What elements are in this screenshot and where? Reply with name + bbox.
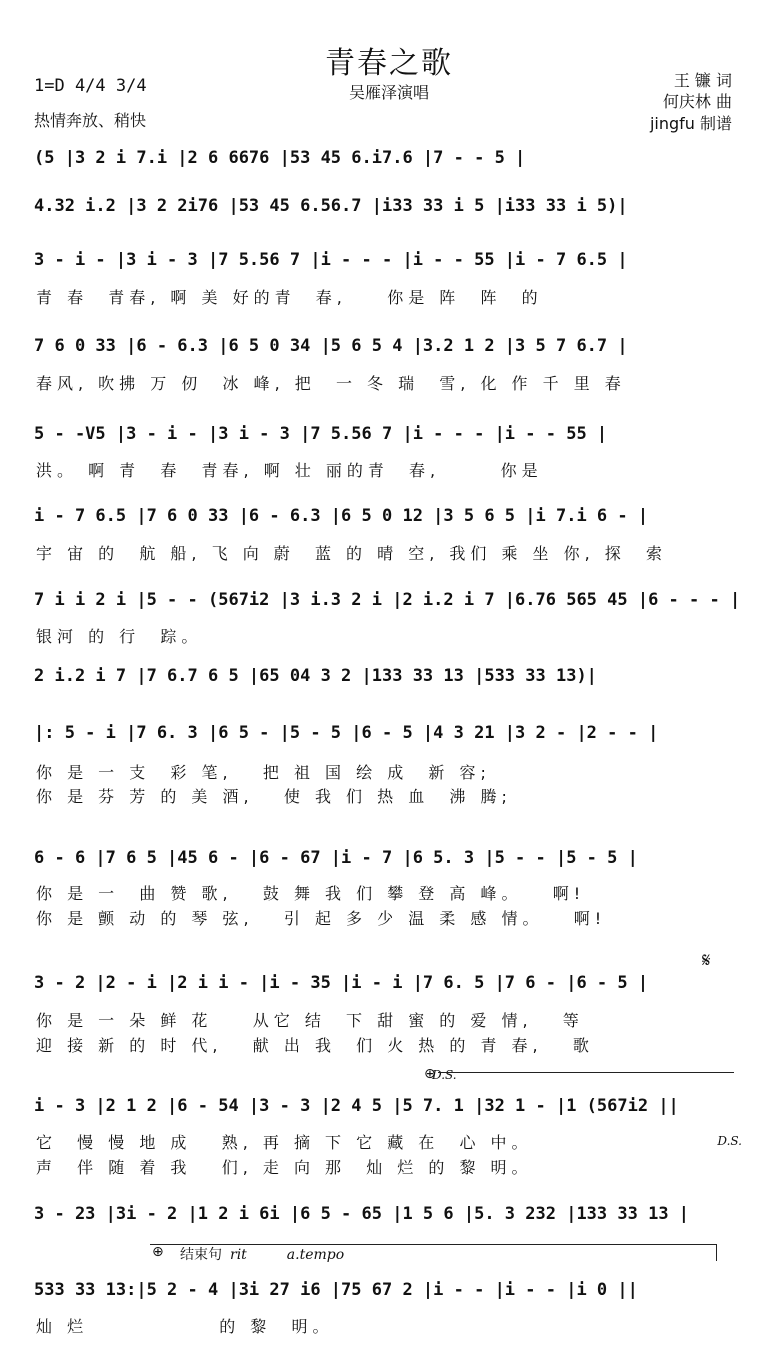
notation-row: 5 - -V5 |3 - i - |3 i - 3 |7 5.56 7 |i - - - |i - - 55 |: [34, 424, 608, 444]
lyric-line: 声 伴 随 着 我 们, 走 向 那 灿 烂 的 黎 明。: [36, 1158, 533, 1177]
song-title: 青春之歌: [325, 46, 453, 81]
notation-row: i - 7 6.5 |7 6 0 33 |6 - 6.3 |6 5 0 12 |3 5 6 5 |i 7.i 6 - |: [34, 506, 649, 526]
lyric-line: 你 是 一 支 彩 笔, 把 祖 国 绘 成 新 容;: [36, 763, 491, 782]
notation-row: i - 3 |2 1 2 |6 - 54 |3 - 3 |2 4 5 |5 7. 1 |32 1 - |1 (567i2 ||: [34, 1096, 679, 1116]
ending-label: 结束句 rit a.tempo: [180, 1247, 345, 1263]
notation-row: 6 - 6 |7 6 5 |45 6 - |6 - 67 |i - 7 |6 5. 3 |5 - - |5 - 5 |: [34, 848, 638, 868]
singer-credit: 吴雁泽演唱: [348, 83, 429, 102]
notation-row: |: 5 - i |7 6. 3 |6 5 - |5 - 5 |6 - 5 |4 3 21 |3 2 - |2 - - |: [34, 723, 659, 743]
lyric-line: 灿 烂 的 黎 明。: [36, 1317, 334, 1336]
ds-small-mark: D.S.: [432, 1068, 457, 1082]
notation-row: 3 - 2 |2 - i |2 i i - |i - 35 |i - i |7 6. 5 |7 6 - |6 - 5 |: [34, 973, 649, 993]
key-signature: 1=D 4/4 3/4: [34, 76, 147, 96]
notation-row: 2 i.2 i 7 |7 6.7 6 5 |65 04 3 2 |133 33 13 |533 33 13)|: [34, 666, 597, 686]
lyric-line: 它 慢 慢 地 成 熟, 再 摘 下 它 藏 在 心 中。: [36, 1133, 533, 1152]
lyric-line: 迎 接 新 的 时 代, 献 出 我 们 火 热 的 青 春, 歌: [36, 1036, 594, 1055]
segno-mark: 𝄋: [702, 948, 711, 972]
composer-credit: 何庆林 曲: [662, 92, 732, 111]
notation-row: 4.32 i.2 |3 2 2i76 |53 45 6.56.7 |i33 33 i 5 |i33 33 i 5)|: [34, 196, 628, 216]
notation-row: (5 |3 2 i 7.i |2 6 6676 |53 45 6.i7.6 |7 - - 5 |: [34, 148, 526, 168]
lyric-line: 你 是 一 曲 赞 歌, 鼓 舞 我 们 攀 登 高 峰。 啊!: [36, 884, 586, 903]
notation-row: 7 6 0 33 |6 - 6.3 |6 5 0 34 |5 6 5 4 |3.2 1 2 |3 5 7 6.7 |: [34, 336, 628, 356]
arranger-credit: jingfu 制谱: [649, 114, 732, 133]
tempo-marking: 热情奔放、稍快: [34, 111, 147, 130]
lyric-line: 银河 的 行 踪。: [36, 627, 203, 646]
lyric-line: 青 春 青春, 啊 美 好的青 春, 你是 阵 阵 的: [36, 288, 543, 307]
lyric-line: 洪。 啊 青 春 青春, 啊 壮 丽的青 春, 你是: [36, 461, 543, 480]
notation-row: 7 i i 2 i |5 - - (567i2 |3 i.3 2 i |2 i.2 i 7 |6.76 565 45 |6 - - - |: [34, 590, 741, 610]
notation-row: 533 33 13:|5 2 - 4 |3i 27 i6 |75 67 2 |i - - |i - - |i 0 ||: [34, 1280, 638, 1300]
lyric-line: 春风, 吹拂 万 仞 冰 峰, 把 一 冬 瑞 雪, 化 作 千 里 春: [36, 374, 626, 393]
notation-row: 3 - i - |3 i - 3 |7 5.56 7 |i - - - |i - - 55 |i - 7 6.5 |: [34, 250, 628, 270]
lyric-line: 你 是 一 朵 鲜 花 从它 结 下 甜 蜜 的 爱 情, 等: [36, 1011, 584, 1030]
lyric-line: 你 是 颤 动 的 琴 弦, 引 起 多 少 温 柔 感 情。 啊!: [36, 909, 607, 928]
ds-bracket-line: [438, 1072, 734, 1073]
lyric-line: 你 是 芬 芳 的 美 酒, 使 我 们 热 血 沸 腾;: [36, 787, 512, 806]
notation-row: 3 - 23 |3i - 2 |1 2 i 6i |6 5 - 65 |1 5 6 |5. 3 232 |133 33 13 |: [34, 1204, 690, 1224]
lyricist-credit: 王 镰 词: [673, 71, 732, 90]
lyric-line: 宇 宙 的 航 船, 飞 向 蔚 蓝 的 晴 空, 我们 乘 坐 你, 探 索: [36, 544, 667, 563]
coda-mark-end: ⊕: [152, 1244, 164, 1260]
coda-mark: ⊕: [424, 1066, 436, 1082]
ds-mark: D.S.: [717, 1134, 742, 1148]
